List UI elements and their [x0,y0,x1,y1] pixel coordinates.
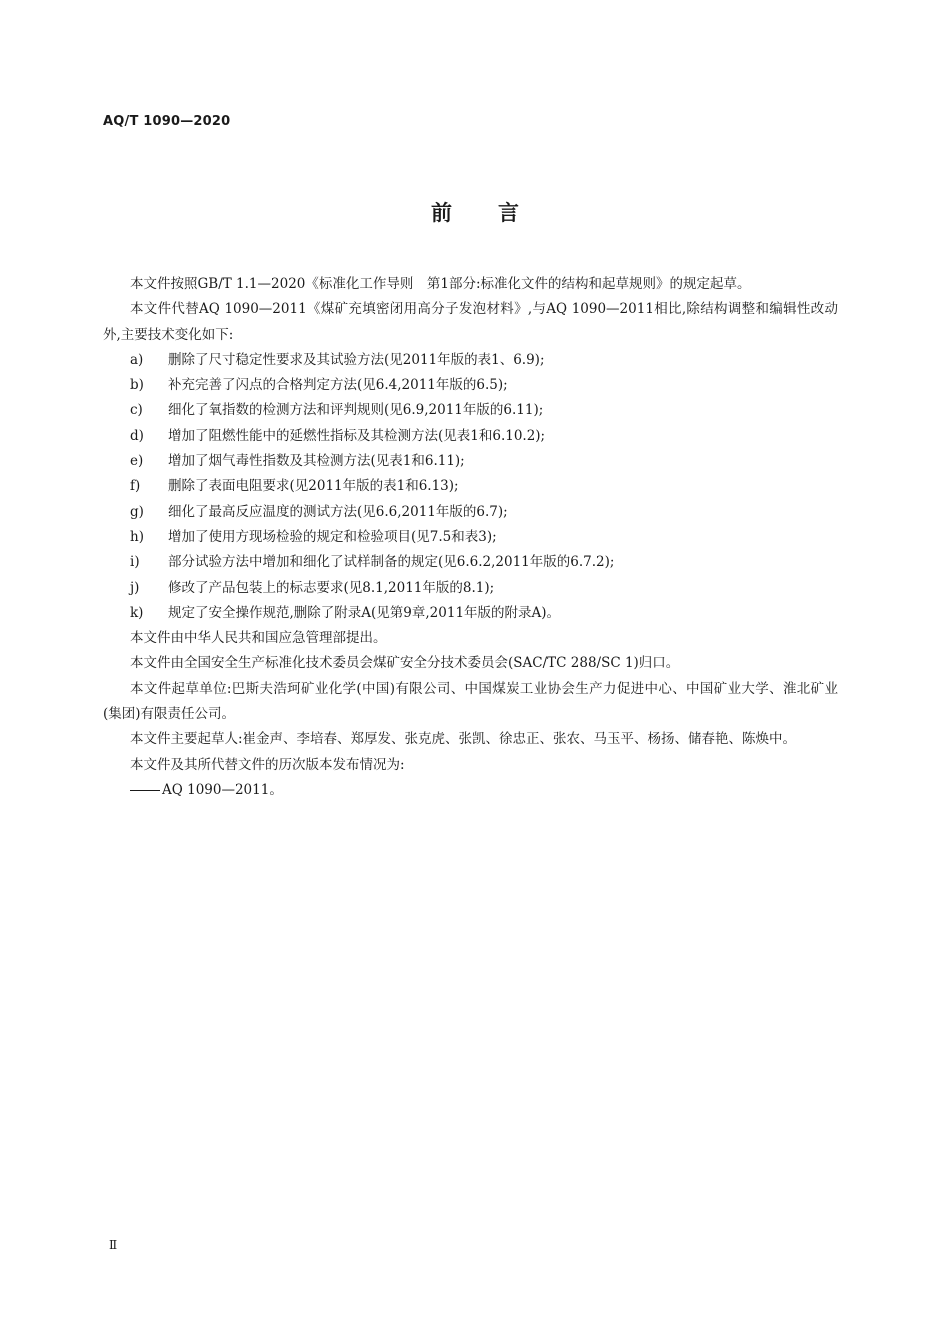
paragraph-committee: 本文件由全国安全生产标准化技术委员会煤矿安全分技术委员会(SAC/TC 288/SC 1)归口。 [130,655,680,672]
list-item [103,474,838,499]
list-item [103,576,838,601]
list-item [103,601,838,626]
list-item-label: a) [130,351,144,368]
list-item-text: 细化了最高反应温度的测试方法(见6.6,2011年版的6.7); [168,503,508,520]
list-item-text: 细化了氧指数的检测方法和评判规则(见6.9,2011年版的6.11); [168,402,544,419]
page-title [0,197,950,227]
paragraph-drafting-rules: 本文件按照GB/T 1.1—2020《标准化工作导则 第1部分:标准化文件的结构和起草规则》的规定起草。 [130,276,751,292]
list-item-label: j) [130,579,140,596]
paragraph-proposer: 本文件由中华人民共和国应急管理部提出。 [130,630,387,647]
list-item-text: 删除了表面电阻要求(见2011年版的表1和6.13); [168,478,459,495]
list-item-label: e) [130,453,144,470]
list-item-label: g) [130,503,144,520]
list-item-text: 修改了产品包装上的标志要求(见8.1,2011年版的8.1); [168,579,495,596]
list-item-text: 补充完善了闪点的合格判定方法(见6.4,2011年版的6.5); [168,377,508,394]
em-dash-mark [130,790,160,791]
page-title-part1: 前 [431,201,452,225]
list-item-label: k) [130,604,144,621]
list-item [103,373,838,398]
list-item-label: b) [130,377,144,394]
history-entry-text: AQ 1090—2011。 [162,781,283,798]
history-entry [103,778,838,803]
list-item-text: 部分试验方法中增加和细化了试样制备的规定(见6.6.2,2011年版的6.7.2); [168,554,615,571]
list-item-text: 增加了烟气毒性指数及其检测方法(见表1和6.11); [168,453,465,470]
list-item-text: 增加了使用方现场检验的规定和检验项目(见7.5和表3); [168,528,497,545]
list-item [103,449,838,474]
list-item-label: f) [130,478,141,495]
paragraph-history-intro: 本文件及其所代替文件的历次版本发布情况为: [130,756,405,773]
list-item-label: c) [130,402,143,419]
page-title-part2: 言 [498,201,519,225]
paragraph-drafters: 本文件主要起草人:崔金声、李培春、郑厚发、张克虎、张凯、徐忠正、张农、马玉平、杨扬、储春艳、陈焕中。 [130,731,797,748]
paragraph-replaces: 本文件代替AQ 1090—2011《煤矿充填密闭用高分子发泡材料》,与AQ 1090—2011相比,除结构调整和编辑性改动外,主要技术变化如下: [103,301,838,343]
list-item-text: 删除了尺寸稳定性要求及其试验方法(见2011年版的表1、6.9); [168,351,545,368]
list-item [103,348,838,373]
list-item-label: h) [130,528,144,545]
list-item [103,550,838,575]
list-item [103,525,838,550]
foreword-body [103,272,838,803]
list-item [103,500,838,525]
list-item-text: 规定了安全操作规范,删除了附录A(见第9章,2011年版的附录A)。 [168,604,561,621]
paragraph-drafting-units: 本文件起草单位:巴斯夫浩珂矿业化学(中国)有限公司、中国煤炭工业协会生产力促进中心、中国矿业大学、淮北矿业(集团)有限责任公司。 [103,680,838,723]
list-item [103,424,838,449]
page-number: Ⅱ [109,1238,118,1252]
list-item-label: i) [130,554,140,571]
list-item [103,398,838,423]
list-item-text: 增加了阻燃性能中的延燃性指标及其检测方法(见表1和6.10.2); [168,427,546,444]
document-code: AQ/T 1090—2020 [103,114,231,129]
changes-list [103,348,838,626]
list-item-label: d) [130,427,144,444]
